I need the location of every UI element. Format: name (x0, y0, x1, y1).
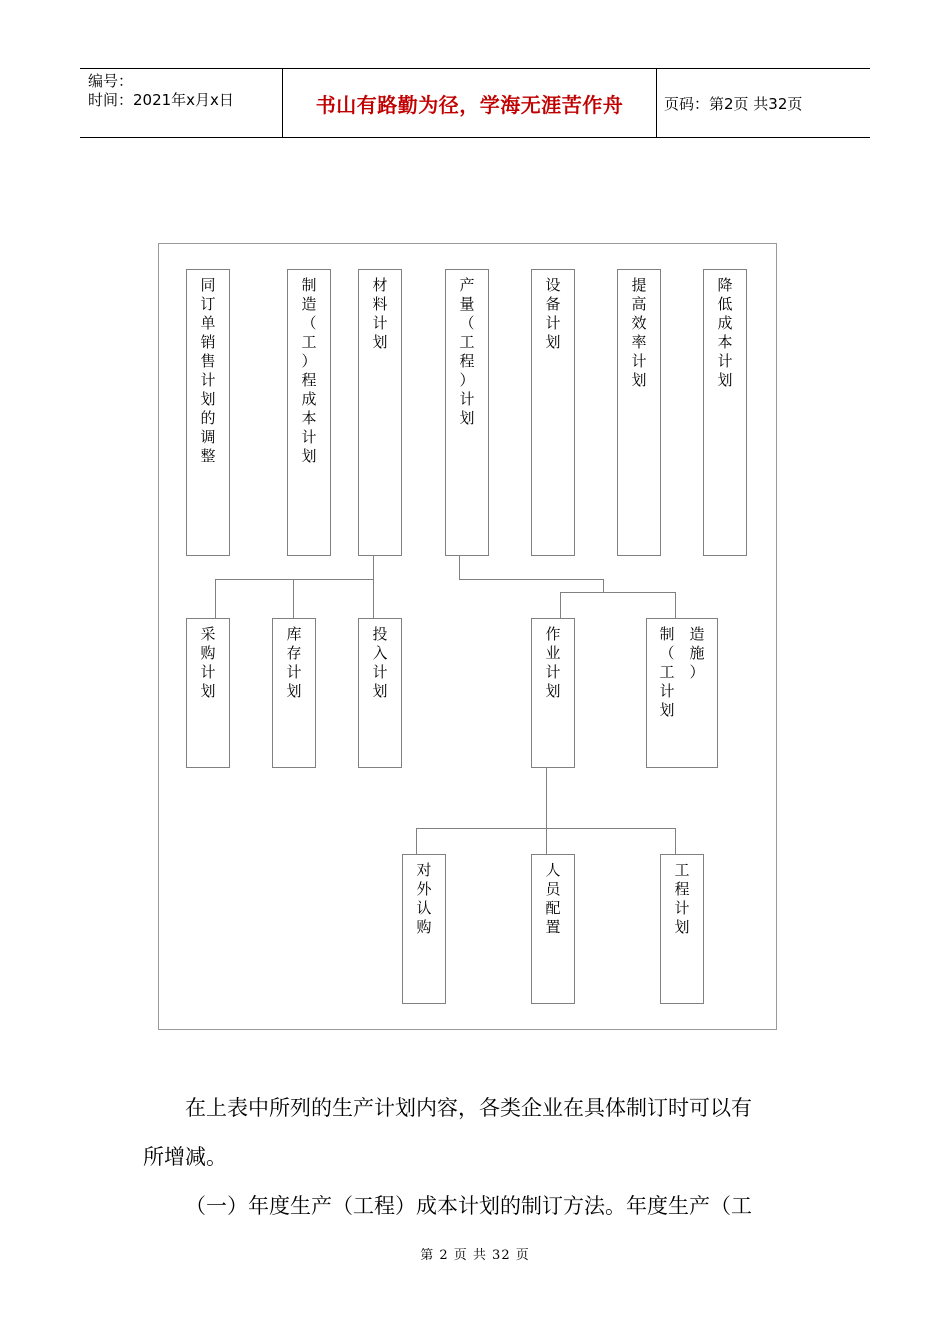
paragraph-1-line-2: 所增减。 (143, 1145, 227, 1169)
material-plan-box-label: 材 料 计 划 (372, 276, 388, 351)
input-plan-box-label: 投 入 计 划 (372, 625, 388, 700)
cost-reduction-plan-box-label: 降 低 成 本 计 划 (717, 276, 733, 389)
purchase-plan-box (186, 618, 230, 768)
connector-line (215, 579, 374, 580)
number-label: 编号： (88, 72, 134, 90)
document-header (80, 68, 870, 138)
page-footer: 第 2 页 共 32 页 (420, 1248, 530, 1263)
connector-line (675, 828, 676, 854)
connector-line (459, 556, 460, 580)
connector-line (560, 592, 675, 593)
material-plan-box (358, 269, 402, 556)
facility-construction-plan-box-label: 制 造 （ 施 工 ） 计划 (659, 625, 705, 719)
facility-construction-plan-box (646, 618, 718, 768)
efficiency-plan-box-label: 提 高 效 率 计 划 (631, 276, 647, 389)
header-motto: 书山有路勤为径，学海无涯苦作舟 (315, 92, 624, 117)
equipment-plan-box-label: 设 备 计 划 (545, 276, 561, 351)
output-plan-box (445, 269, 489, 556)
header-meta (88, 72, 234, 110)
operation-plan-box (531, 618, 575, 768)
connector-line (416, 828, 417, 854)
purchase-plan-box-label: 采 购 计 划 (200, 625, 216, 700)
header-page-info: 页码：第2页 共32页 (664, 94, 803, 113)
order-sales-plan-adjustment-box-label: 同 订 单 销 售 计 划 的 调 整 (200, 276, 216, 465)
connector-line (546, 828, 547, 854)
connector-line (675, 592, 676, 618)
inventory-plan-box-label: 库 存 计 划 (286, 625, 302, 700)
connector-line (560, 592, 561, 618)
paragraph-2-line-1: （一）年度生产（工程）成本计划的制订方法。年度生产（工 (185, 1194, 752, 1218)
staffing-box (531, 854, 575, 1004)
operation-plan-box-label: 作 业 计 划 (545, 625, 561, 700)
cost-reduction-plan-box (703, 269, 747, 556)
external-purchase-box (402, 854, 446, 1004)
staffing-box-label: 人 员 配 置 (545, 861, 561, 936)
connector-line (459, 579, 604, 580)
engineering-plan-box-label: 工 程 计 划 (674, 861, 690, 936)
engineering-plan-box (660, 854, 704, 1004)
order-sales-plan-adjustment-box (186, 269, 230, 556)
connector-line (603, 579, 604, 593)
manufacturing-cost-plan-box (287, 269, 331, 556)
output-plan-box-label: 产 量 （ 工 程 ） 计 划 (459, 276, 475, 427)
external-purchase-box-label: 对 外 认 购 (416, 861, 432, 936)
paragraph-1-line-1: 在上表中所列的生产计划内容，各类企业在具体制订时可以有 (185, 1096, 752, 1120)
manufacturing-cost-plan-box-label: 制 造 （ 工 ） 程 成 本 计 划 (301, 276, 317, 465)
inventory-plan-box (272, 618, 316, 768)
connector-line (373, 579, 374, 618)
time-label: 时间：2021年x月x日 (88, 91, 234, 109)
input-plan-box (358, 618, 402, 768)
equipment-plan-box (531, 269, 575, 556)
connector-line (373, 556, 374, 580)
header-divider (656, 69, 657, 137)
connector-line (215, 579, 216, 618)
connector-line (293, 579, 294, 618)
connector-line (546, 768, 547, 829)
efficiency-plan-box (617, 269, 661, 556)
